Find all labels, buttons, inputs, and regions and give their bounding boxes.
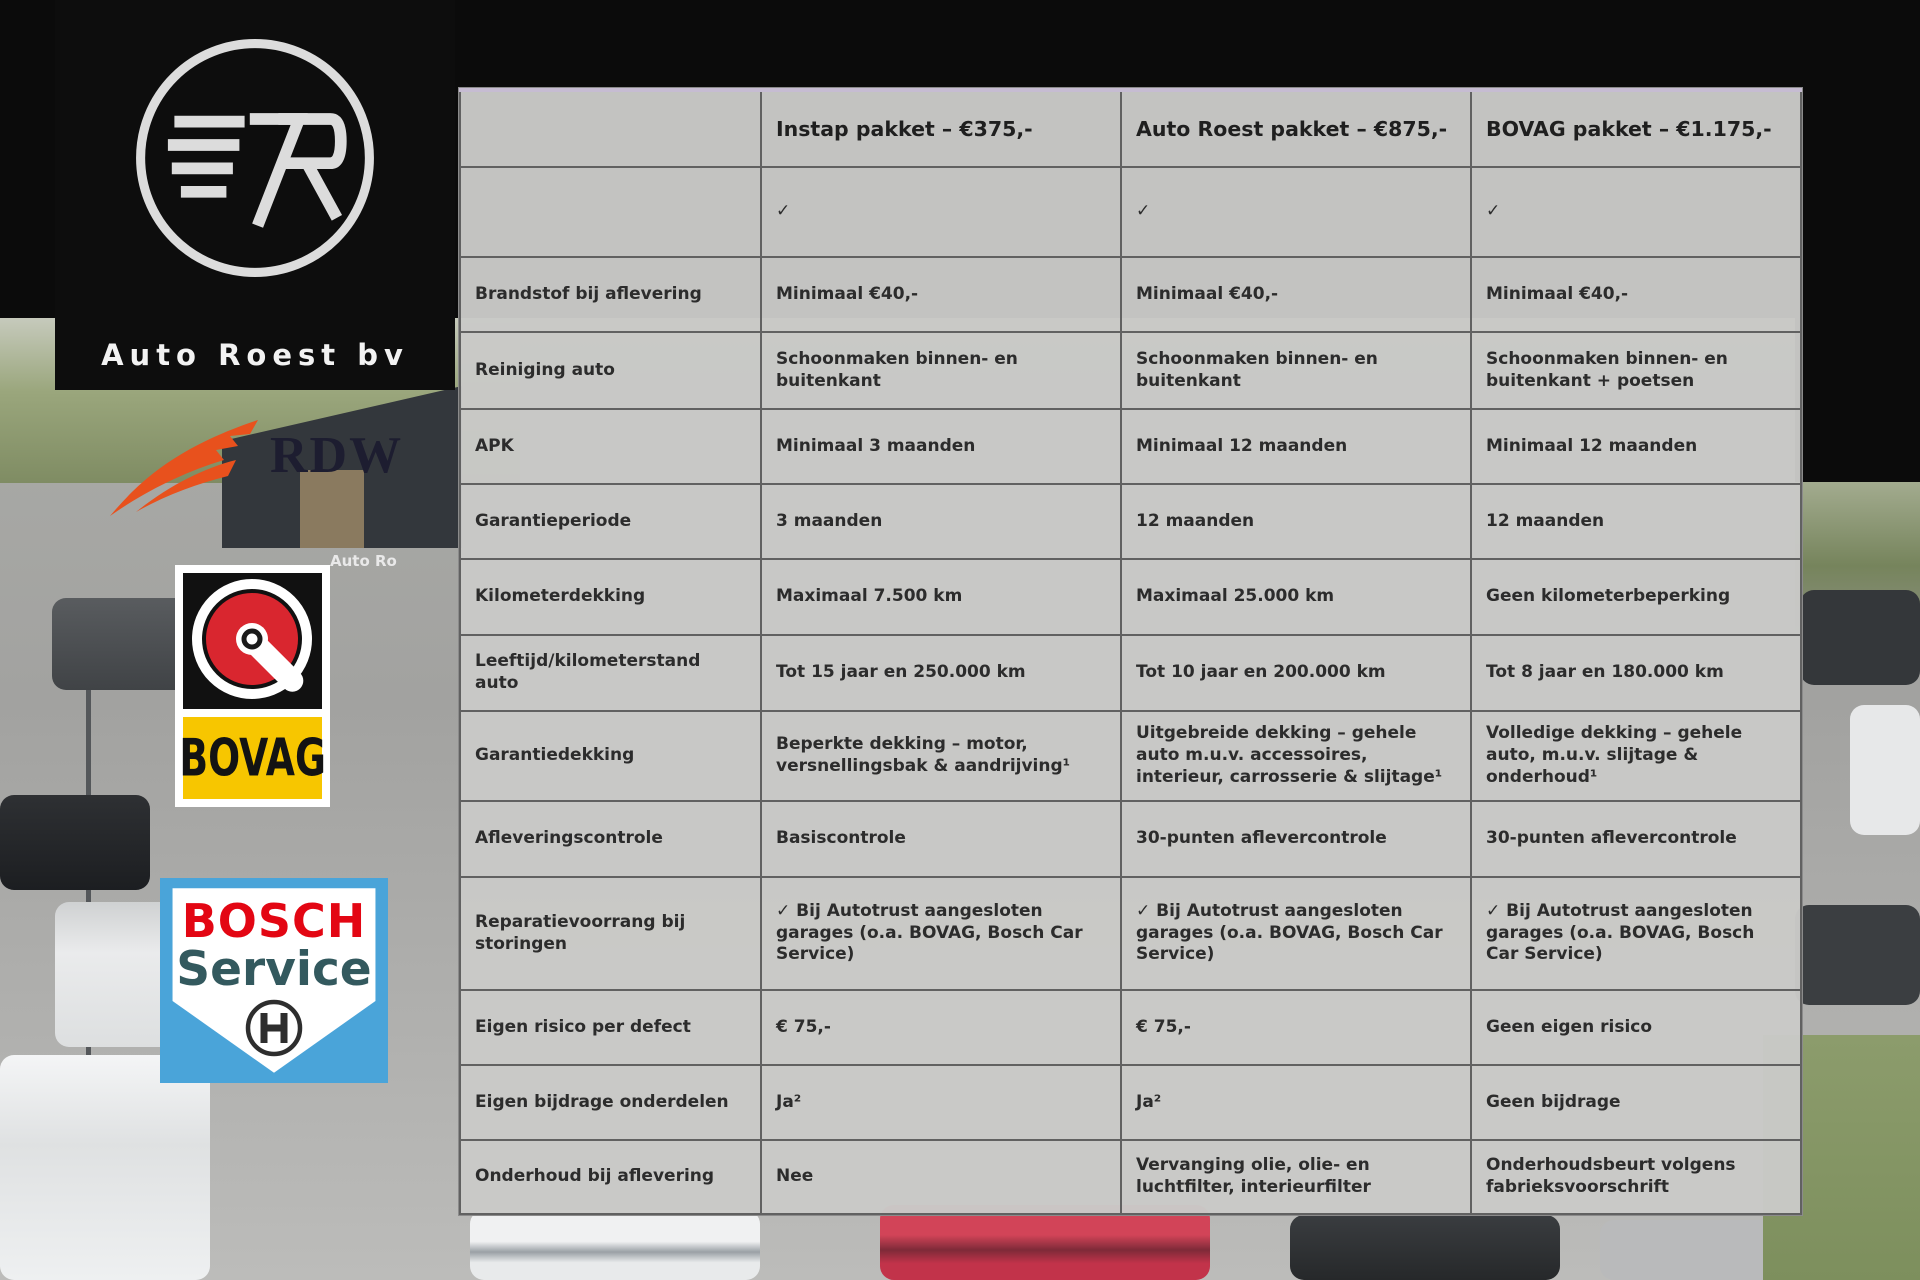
table-row	[460, 1065, 1801, 1140]
cell-value: Minimaal €40,-	[1471, 257, 1801, 332]
cell-value: Tot 10 jaar en 200.000 km	[1121, 635, 1471, 711]
cell-value: Minimaal 12 maanden	[1471, 409, 1801, 484]
table-row	[460, 801, 1801, 877]
cell-value: Geen eigen risico	[1471, 990, 1801, 1065]
cell-value: Ja²	[1121, 1065, 1471, 1140]
car-shape	[1795, 905, 1920, 1005]
car-shape	[0, 795, 150, 890]
rdw-wing-icon	[108, 416, 268, 526]
bosch-service-wordmark: Service	[176, 942, 372, 997]
cell-value: Minimaal 12 maanden	[1121, 409, 1471, 484]
row-label: Onderhoud bij aflevering	[460, 1140, 761, 1214]
car-shape	[470, 1210, 760, 1280]
header-feature	[460, 90, 761, 167]
row-label: Eigen risico per defect	[460, 990, 761, 1065]
cell-value: ✓ Bij Autotrust aangesloten garages (o.a. BOVAG, Bosch Car Service)	[761, 877, 1121, 990]
bovag-emblem-icon	[183, 573, 322, 709]
cell-value: 12 maanden	[1121, 484, 1471, 559]
cell-value: Uitgebreide dekking – gehele auto m.u.v. accessoires, interieur, carrosserie & slijtage¹	[1121, 711, 1471, 801]
auto-roest-logo-box	[55, 0, 455, 390]
bosch-service-logo	[160, 878, 388, 1083]
cell-value: Ja²	[761, 1065, 1121, 1140]
cell-value: ✓ Bij Autotrust aangesloten garages (o.a. BOVAG, Bosch Car Service)	[1471, 877, 1801, 990]
row-label: Afleveringscontrole	[460, 801, 761, 877]
row-label: Reparatievoorrang bij storingen	[460, 877, 761, 990]
car-shape	[0, 1055, 210, 1280]
bovag-text: BOVAG	[179, 728, 326, 788]
row-label: Garantiedekking	[460, 711, 761, 801]
cell-checkmark: ✓	[1471, 167, 1801, 257]
cell-value: 30-punten aflevercontrole	[1471, 801, 1801, 877]
row-label	[460, 167, 761, 257]
table-row	[460, 559, 1801, 635]
table-row	[460, 484, 1801, 559]
row-label: APK	[460, 409, 761, 484]
cell-value: 3 maanden	[761, 484, 1121, 559]
cell-value: € 75,-	[761, 990, 1121, 1065]
table-row	[460, 990, 1801, 1065]
bosch-armature-icon	[242, 996, 306, 1060]
bovag-logo	[175, 565, 330, 807]
cell-value: Beperkte dekking – motor, versnellingsbak & aandrijving¹	[761, 711, 1121, 801]
cell-value: ✓ Bij Autotrust aangesloten garages (o.a. BOVAG, Bosch Car Service)	[1121, 877, 1471, 990]
cell-value: Maximaal 7.500 km	[761, 559, 1121, 635]
car-shape	[1800, 590, 1920, 685]
cell-value: Onderhoudsbeurt volgens fabrieksvoorschrift	[1471, 1140, 1801, 1214]
car-shape	[880, 1205, 1210, 1280]
row-label: Garantieperiode	[460, 484, 761, 559]
header-instap-pakket: Instap pakket – €375,-	[761, 90, 1121, 167]
cell-value: Tot 8 jaar en 180.000 km	[1471, 635, 1801, 711]
cell-value: 30-punten aflevercontrole	[1121, 801, 1471, 877]
cell-value: Schoonmaken binnen- en buitenkant + poetsen	[1471, 332, 1801, 409]
table-row	[460, 409, 1801, 484]
cell-value: Schoonmaken binnen- en buitenkant	[761, 332, 1121, 409]
cell-value: Basiscontrole	[761, 801, 1121, 877]
bosch-wordmark: BOSCH	[181, 894, 367, 948]
cell-value: Schoonmaken binnen- en buitenkant	[1121, 332, 1471, 409]
row-label: Brandstof bij aflevering	[460, 257, 761, 332]
header-bovag-pakket: BOVAG pakket – €1.175,-	[1471, 90, 1801, 167]
auto-roest-7r-logo-icon	[125, 28, 385, 288]
table-row	[460, 635, 1801, 711]
table-row	[460, 711, 1801, 801]
row-label: Leeftijd/kilometerstand auto	[460, 635, 761, 711]
table-row	[460, 877, 1801, 990]
cell-value: Minimaal 3 maanden	[761, 409, 1121, 484]
cell-value: Volledige dekking – gehele auto, m.u.v. slijtage & onderhoud¹	[1471, 711, 1801, 801]
cell-value: Vervanging olie, olie- en luchtfilter, interieurfilter	[1121, 1140, 1471, 1214]
header-auto-roest-pakket: Auto Roest pakket – €875,-	[1121, 90, 1471, 167]
car-shape	[1600, 1220, 1790, 1280]
table-row	[460, 257, 1801, 332]
bovag-wordmark	[179, 717, 326, 799]
cell-value: Minimaal €40,-	[1121, 257, 1471, 332]
cell-value: Minimaal €40,-	[761, 257, 1121, 332]
cell-value: Geen bijdrage	[1471, 1065, 1801, 1140]
table-row	[460, 167, 1801, 257]
table-header-row	[460, 90, 1801, 167]
building-signage-text: Auto Ro	[330, 552, 397, 570]
row-label: Reiniging auto	[460, 332, 761, 409]
car-shape	[1850, 705, 1920, 835]
table-row	[460, 332, 1801, 409]
cell-checkmark: ✓	[761, 167, 1121, 257]
rdw-logo-text: RDW	[270, 427, 404, 484]
top-right-black-area	[1795, 0, 1920, 482]
table-row	[460, 1140, 1801, 1214]
cell-checkmark: ✓	[1121, 167, 1471, 257]
company-name: Auto Roest bv	[101, 338, 409, 372]
package-comparison-table	[459, 88, 1802, 1215]
cell-value: 12 maanden	[1471, 484, 1801, 559]
cell-value: Tot 15 jaar en 250.000 km	[761, 635, 1121, 711]
rdw-logo	[108, 412, 408, 532]
cell-value: € 75,-	[1121, 990, 1471, 1065]
row-label: Kilometerdekking	[460, 559, 761, 635]
cell-value: Maximaal 25.000 km	[1121, 559, 1471, 635]
cell-value: Geen kilometerbeperking	[1471, 559, 1801, 635]
car-shape	[1290, 1215, 1560, 1280]
row-label: Eigen bijdrage onderdelen	[460, 1065, 761, 1140]
cell-value: Nee	[761, 1140, 1121, 1214]
